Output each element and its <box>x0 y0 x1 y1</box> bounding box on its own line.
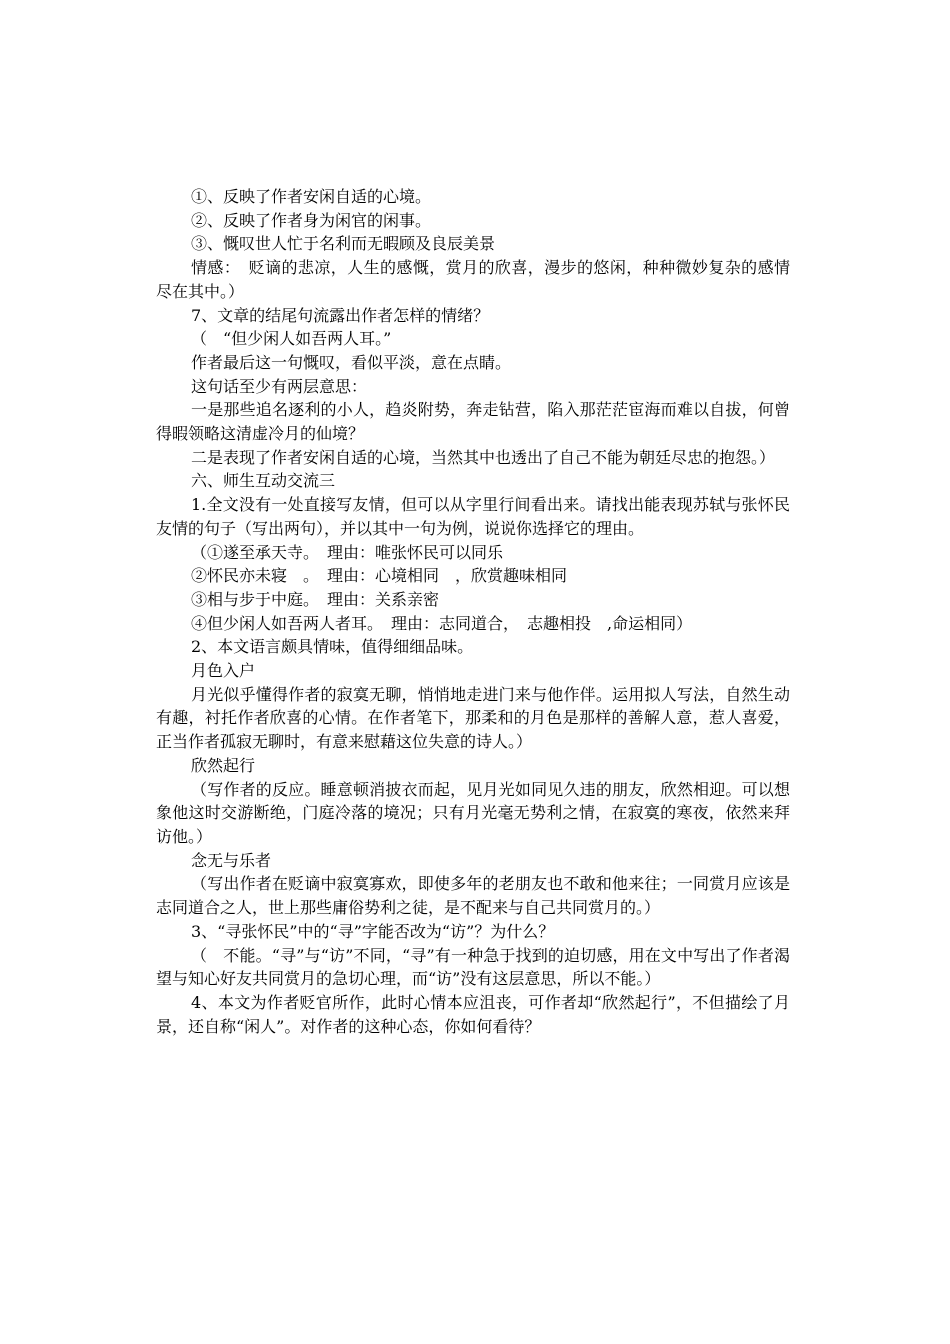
answer-3: （ 不能。“寻”与“访”不同，“寻”有一种急于找到的迫切感，用在文中写出了作者渴望与知心好友共同赏月的急切心理，而“访”没有这层意思，所以不能。） <box>156 945 790 989</box>
question-7: 7、文章的结尾句流露出作者怎样的情绪？ <box>191 305 490 325</box>
paragraph-meaning-1: 一是那些追名逐利的小人，趋炎附势，奔走钻营，陷入那茫茫宦海而难以自拔，何曾得暇领略这清虚冷月的仙境？ <box>156 400 790 444</box>
paragraph-point-2: ②、反映了作者身为闲官的闲事。 <box>191 210 432 230</box>
explanation-moon-enters: 月光似乎懂得作者的寂寞无聊，悄悄地走进门来与他作伴。运用拟人写法，自然生动有趣，衬托作者欣喜的心情。在作者笔下，那柔和的月色是那样的善解人意，惹人喜爱，正当作者孤寂无聊时，有意来慰藉这位失意的诗人。） <box>156 684 790 752</box>
explanation-gladly-rise: （写作者的反应。睡意顿消披衣而起，见月光如同见久违的朋友，欣然相迎。可以想象他这时交游断绝，门庭冷落的境况；只有月光毫无势利之情，在寂寞的寒夜，依然来拜访他。） <box>156 779 790 846</box>
phrase-gladly-rise: 欣然起行 <box>191 755 256 775</box>
section-heading-6: 六、师生互动交流三 <box>191 471 336 491</box>
question-language: 2、本文语言颇具情味，值得细细品味。 <box>191 637 474 657</box>
explanation-no-companion: （写出作者在贬谪中寂寞寡欢，即使多年的老朋友也不敢和他来往；一同赏月应该是志同道合之人，世上那些庸俗势利之徒，是不配来与自己共同赏月的。） <box>156 874 790 918</box>
answer-item-1: （①遂至承天寺。 理由：唯张怀民可以同乐 <box>191 542 504 562</box>
paragraph-point-1: ①、反映了作者安闲自适的心境。 <box>191 187 432 206</box>
phrase-no-companion: 念无与乐者 <box>191 850 272 870</box>
answer-item-2: ②怀民亦未寝 。 理由：心境相同 ，欣赏趣味相同 <box>191 566 568 586</box>
question-4: 4、本文为作者贬官所作，此时心情本应沮丧，可作者却“欣然起行”，不但描绘了月景，还自称“闲人”。对作者的这种心态，你如何看待？ <box>156 992 790 1036</box>
question-3: 3、“寻张怀民”中的“寻”字能否改为“访”？为什么？ <box>191 921 555 941</box>
paragraph-point-3: ③、慨叹世人忙于名利而无暇顾及良辰美景 <box>191 234 496 254</box>
quote-ending: （ “但少闲人如吾两人耳。” <box>191 329 392 349</box>
answer-item-4: ④但少闲人如吾两人者耳。 理由：志同道合， 志趣相投 ,命运相同） <box>191 613 693 633</box>
paragraph-two-meanings: 这句话至少有两层意思： <box>191 376 368 396</box>
paragraph-meaning-2: 二是表现了作者安闲自适的心境，当然其中也透出了自己不能为朝廷尽忠的抱怨。） <box>191 447 776 467</box>
answer-item-3: ③相与步于中庭。 理由：关系亲密 <box>191 589 440 609</box>
paragraph-emotion: 情感： 贬谪的悲凉，人生的感慨，赏月的欣喜，漫步的悠闲，种种微妙复杂的感情尽在其中。） <box>156 258 790 301</box>
document-page <box>156 185 790 1038</box>
question-friendship: 1.全文没有一处直接写友情，但可以从字里行间看出来。请找出能表现苏轼与张怀民友情的句子（写出两句），并以其中一句为例，说说你选择它的理由。 <box>156 495 790 538</box>
paragraph-sigh: 作者最后这一句慨叹，看似平淡，意在点睛。 <box>191 352 512 372</box>
phrase-moon-enters: 月色入户 <box>191 661 256 681</box>
